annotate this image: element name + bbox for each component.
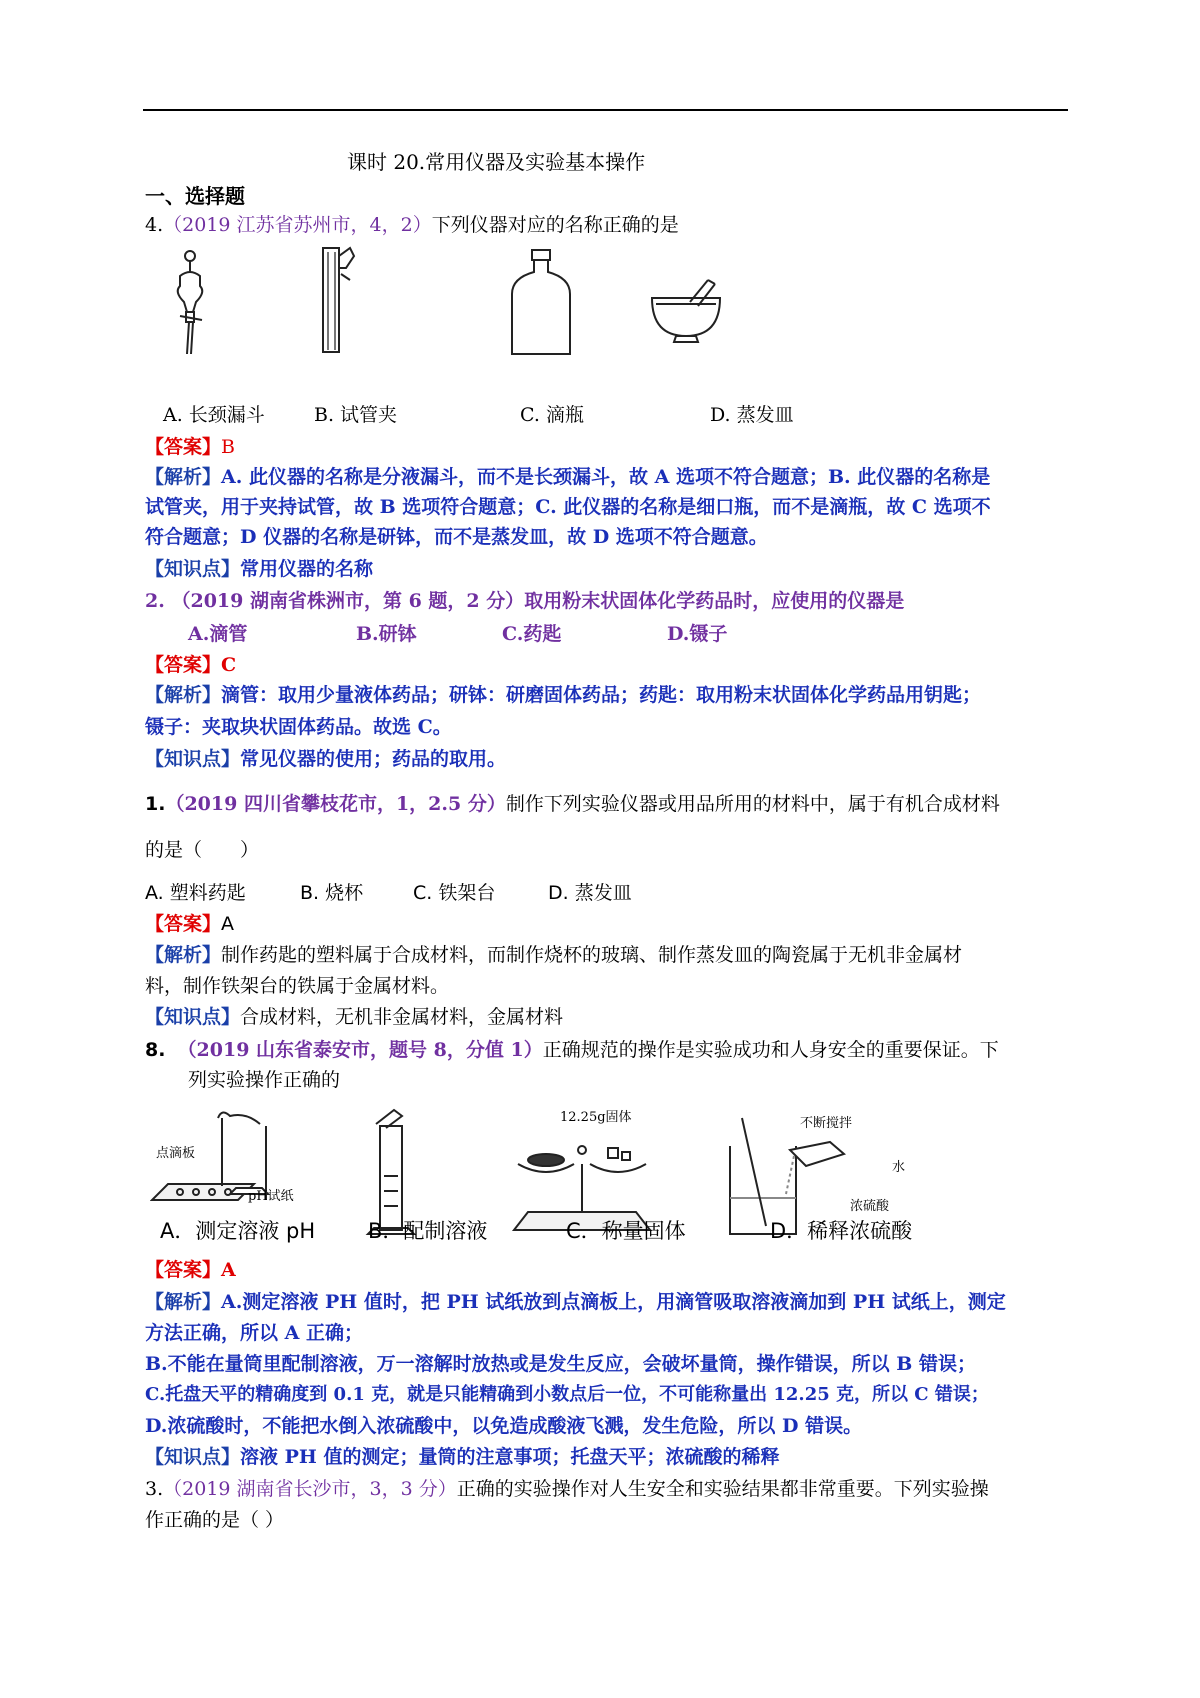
- q4-option-a: A. 长颈漏斗: [163, 404, 265, 426]
- fig-label-water: 水: [892, 1160, 906, 1175]
- q8-analysis-line: B.不能在量筒里配制溶液，万一溶解时放热或是发生反应，会破坏量筒，操作错误，所以 B 错误；: [145, 1353, 976, 1375]
- q8-analysis-line: 【解析】A.测定溶液 PH 值时，把 PH 试纸放到点滴板上，用滴管吸取溶液滴加到 PH 试纸上，测定: [145, 1291, 1006, 1313]
- separatory-funnel-drawing: [178, 251, 203, 354]
- q2-analysis-line: 【解析】滴管：取用少量液体药品；研钵：研磨固体药品；药匙：取用粉末状固体化学药品用钥匙；: [145, 684, 982, 706]
- q1-stem: 1.（2019 四川省攀枝花市，1，2.5 分）制作下列实验仪器或用品所用的材料中，属于有机合成材料: [145, 793, 1000, 815]
- fig-label-acid: 浓硫酸: [850, 1199, 890, 1214]
- q4-analysis-line: 试管夹，用于夹持试管，故 B 选项符合题意；C. 此仪器的名称是细口瓶，而不是滴瓶，故 C 选项不: [145, 496, 991, 518]
- q8-figure-caption-a: A．测定溶液 pH: [160, 1219, 316, 1243]
- q8-analysis-line: D.浓硫酸时，不能把水倒入浓硫酸中，以免造成酸液飞溅，发生危险，所以 D 错误。: [145, 1415, 863, 1437]
- q8-figure-caption-d: D．稀释浓硫酸: [770, 1219, 913, 1243]
- q1-stem-cont: 的是（ ）: [145, 839, 260, 861]
- q2-option-d: D.镊子: [667, 623, 728, 645]
- q4-analysis-line: 【解析】A. 此仪器的名称是分液漏斗，而不是长颈漏斗，故 A 选项不符合题意；B. 此仪器的名称是: [145, 466, 991, 488]
- q8-stem-cont: 列实验操作正确的: [188, 1069, 341, 1091]
- q1-analysis-line: 【解析】制作药匙的塑料属于合成材料，而制作烧杯的玻璃、制作蒸发皿的陶瓷属于无机非金属材: [145, 944, 963, 966]
- mortar-and-pestle-drawing: [652, 280, 720, 342]
- q8-analysis-line: 方法正确，所以 A 正确；: [145, 1322, 363, 1344]
- q1-answer: 【答案】A: [145, 913, 235, 935]
- header-rule: [143, 109, 1068, 111]
- fig-label-ph-paper: pH试纸: [248, 1189, 294, 1204]
- q1-analysis-line: 料，制作铁架台的铁属于金属材料。: [145, 975, 450, 997]
- fig-label-mass: 12.25g固体: [560, 1110, 632, 1125]
- section-heading: 一、选择题: [145, 184, 245, 208]
- q4-instrument-figures: [160, 246, 780, 361]
- q4-analysis-line: 符合题意；D 仪器的名称是研钵，而不是蒸发皿，故 D 选项不符合题意。: [145, 526, 768, 548]
- q4-knowledge: 【知识点】常用仪器的名称: [145, 558, 374, 580]
- q3-stem: 3.（2019 湖南省长沙市，3，3 分）正确的实验操作对人生安全和实验结果都非常重要。下列实验操: [145, 1478, 989, 1500]
- q1-option-c: C. 铁架台: [413, 882, 496, 904]
- q2-analysis-line: 镊子：夹取块状固体药品。故选 C。: [145, 716, 452, 738]
- q1-option-a: A. 塑料药匙: [145, 882, 246, 904]
- narrow-mouth-bottle-drawing: [512, 250, 570, 354]
- fig-label-stir: 不断搅拌: [800, 1116, 853, 1131]
- test-tube-clamp-drawing: [323, 248, 354, 352]
- q2-stem: 2. （2019 湖南省株洲市，第 6 题，2 分）取用粉末状固体化学药品时，应使用的仪器是: [145, 590, 905, 612]
- q1-option-d: D. 蒸发皿: [548, 882, 632, 904]
- q4-option-d: D. 蒸发皿: [710, 404, 794, 426]
- q8-answer: 【答案】A: [145, 1259, 236, 1281]
- q1-option-b: B. 烧杯: [300, 882, 364, 904]
- q8-knowledge: 【知识点】溶液 PH 值的测定；量筒的注意事项；托盘天平；浓硫酸的稀释: [145, 1446, 780, 1468]
- q8-figure-caption-b: B．配制溶液: [368, 1219, 488, 1243]
- q4-answer: 【答案】B: [145, 436, 235, 458]
- q2-knowledge: 【知识点】常见仪器的使用；药品的取用。: [145, 748, 507, 770]
- q4-option-c: C. 滴瓶: [520, 404, 584, 426]
- q2-option-a: A.滴管: [188, 623, 248, 645]
- q2-option-c: C.药匙: [502, 623, 562, 645]
- q8-analysis-line: C.托盘天平的精确度到 0.1 克，就是只能精确到小数点后一位，不可能称量出 12.25 克，所以 C 错误；: [145, 1384, 989, 1405]
- q8-figure-caption-c: C．称量固体: [566, 1219, 686, 1243]
- q2-answer: 【答案】C: [145, 654, 237, 676]
- fig-label-plate: 点滴板: [156, 1146, 196, 1161]
- q2-option-b: B.研钵: [356, 623, 417, 645]
- page-title: 课时 20.常用仪器及实验基本操作: [347, 150, 646, 174]
- q3-stem-cont: 作正确的是（ ）: [145, 1509, 285, 1531]
- q8-stem: 8. （2019 山东省泰安市，题号 8，分值 1）正确规范的操作是实验成功和人身安全的重要保证。下: [145, 1039, 999, 1061]
- q4-stem: 4.（2019 江苏省苏州市，4，2）下列仪器对应的名称正确的是: [145, 214, 679, 236]
- q1-knowledge: 【知识点】合成材料，无机非金属材料，金属材料: [145, 1006, 564, 1028]
- q4-option-b: B. 试管夹: [314, 404, 398, 426]
